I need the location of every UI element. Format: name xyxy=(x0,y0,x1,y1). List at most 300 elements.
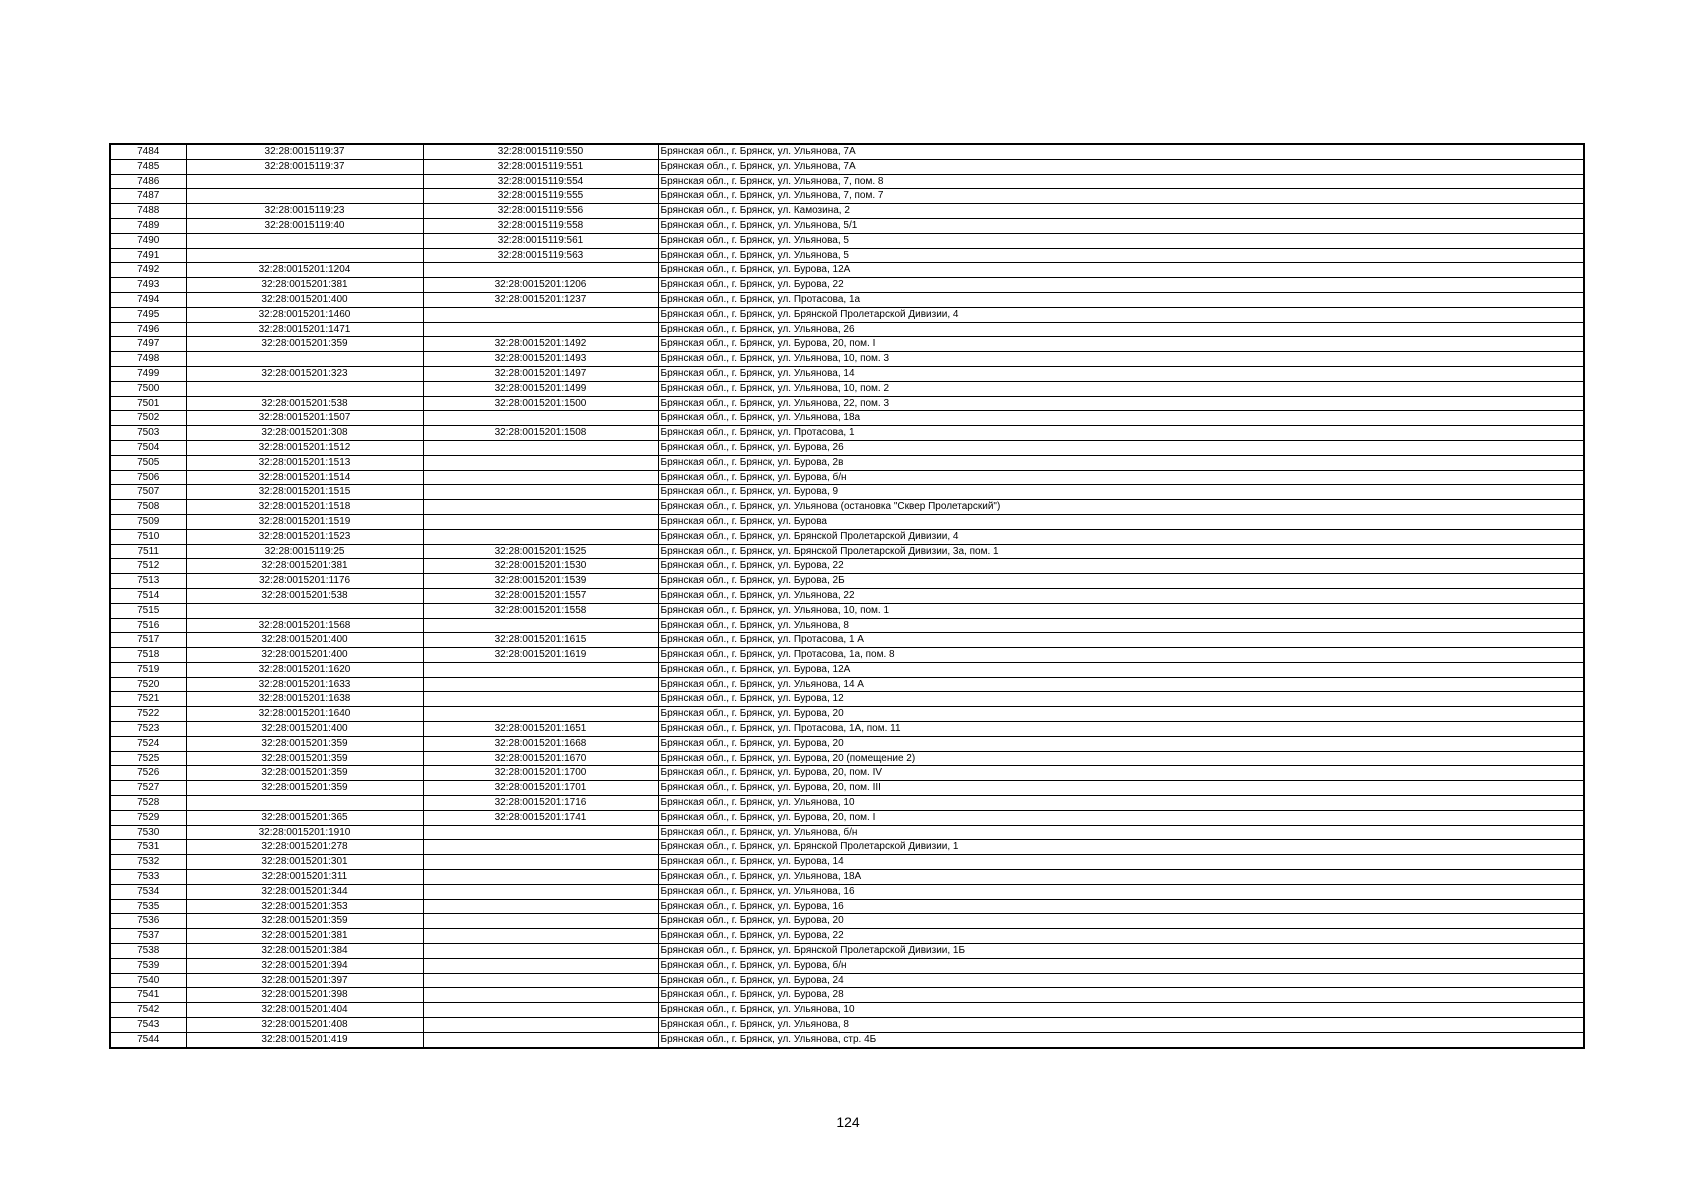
object-cadastral-number-cell xyxy=(423,707,658,722)
row-number-cell: 7497 xyxy=(110,337,186,352)
object-cadastral-number-cell: 32:28:0015119:555 xyxy=(423,189,658,204)
object-cadastral-number-cell xyxy=(423,470,658,485)
row-number-cell: 7526 xyxy=(110,766,186,781)
row-number-cell: 7543 xyxy=(110,1018,186,1033)
object-cadastral-number-cell xyxy=(423,322,658,337)
parcel-cadastral-number-cell: 32:28:0015201:1515 xyxy=(186,485,423,500)
row-number-cell: 7515 xyxy=(110,603,186,618)
parcel-cadastral-number-cell: 32:28:0015201:359 xyxy=(186,337,423,352)
row-number-cell: 7499 xyxy=(110,366,186,381)
table-row xyxy=(110,633,1584,648)
object-cadastral-number-cell: 32:28:0015201:1508 xyxy=(423,426,658,441)
parcel-cadastral-number-cell: 32:28:0015201:1910 xyxy=(186,825,423,840)
row-number-cell: 7506 xyxy=(110,470,186,485)
row-number-cell: 7502 xyxy=(110,411,186,426)
table-row xyxy=(110,204,1584,219)
table-row xyxy=(110,307,1584,322)
parcel-cadastral-number-cell: 32:28:0015201:1518 xyxy=(186,500,423,515)
table-row xyxy=(110,559,1584,574)
row-number-cell: 7513 xyxy=(110,574,186,589)
table-row xyxy=(110,914,1584,929)
parcel-cadastral-number-cell: 32:28:0015201:359 xyxy=(186,914,423,929)
parcel-cadastral-number-cell xyxy=(186,796,423,811)
row-number-cell: 7495 xyxy=(110,307,186,322)
row-number-cell: 7500 xyxy=(110,381,186,396)
address-cell: Брянская обл., г. Брянск, ул. Бурова, 22 xyxy=(658,929,1584,944)
parcel-cadastral-number-cell: 32:28:0015201:1176 xyxy=(186,574,423,589)
parcel-cadastral-number-cell: 32:28:0015201:365 xyxy=(186,810,423,825)
address-cell: Брянская обл., г. Брянск, ул. Брянской Пролетарской Дивизии, 3а, пом. 1 xyxy=(658,544,1584,559)
row-number-cell: 7486 xyxy=(110,174,186,189)
table-row xyxy=(110,781,1584,796)
address-cell: Брянская обл., г. Брянск, ул. Бурова, 2в xyxy=(658,455,1584,470)
table-row xyxy=(110,870,1584,885)
parcel-cadastral-number-cell: 32:28:0015201:400 xyxy=(186,292,423,307)
object-cadastral-number-cell xyxy=(423,929,658,944)
object-cadastral-number-cell: 32:28:0015201:1741 xyxy=(423,810,658,825)
row-number-cell: 7490 xyxy=(110,233,186,248)
parcel-cadastral-number-cell: 32:28:0015201:1523 xyxy=(186,529,423,544)
parcel-cadastral-number-cell: 32:28:0015201:278 xyxy=(186,840,423,855)
address-cell: Брянская обл., г. Брянск, ул. Ульянова, 8 xyxy=(658,618,1584,633)
table-row xyxy=(110,411,1584,426)
row-number-cell: 7487 xyxy=(110,189,186,204)
object-cadastral-number-cell: 32:28:0015201:1700 xyxy=(423,766,658,781)
parcel-cadastral-number-cell: 32:28:0015201:1519 xyxy=(186,514,423,529)
row-number-cell: 7524 xyxy=(110,736,186,751)
table-row xyxy=(110,899,1584,914)
table-row xyxy=(110,396,1584,411)
parcel-cadastral-number-cell xyxy=(186,174,423,189)
address-cell: Брянская обл., г. Брянск, ул. Ульянова, 7А xyxy=(658,159,1584,174)
parcel-cadastral-number-cell: 32:28:0015119:37 xyxy=(186,159,423,174)
address-cell: Брянская обл., г. Брянск, ул. Ульянова, стр. 4Б xyxy=(658,1032,1584,1047)
address-cell: Брянская обл., г. Брянск, ул. Ульянова, 22 xyxy=(658,588,1584,603)
parcel-cadastral-number-cell: 32:28:0015201:538 xyxy=(186,588,423,603)
address-cell: Брянская обл., г. Брянск, ул. Брянской Пролетарской Дивизии, 4 xyxy=(658,307,1584,322)
address-cell: Брянская обл., г. Брянск, ул. Ульянова, 14 xyxy=(658,366,1584,381)
address-cell: Брянская обл., г. Брянск, ул. Ульянова, 16 xyxy=(658,884,1584,899)
object-cadastral-number-cell xyxy=(423,529,658,544)
row-number-cell: 7527 xyxy=(110,781,186,796)
address-cell: Брянская обл., г. Брянск, ул. Бурова, 20, пом. I xyxy=(658,337,1584,352)
table-row xyxy=(110,174,1584,189)
table-row xyxy=(110,825,1584,840)
table-row xyxy=(110,337,1584,352)
row-number-cell: 7544 xyxy=(110,1032,186,1047)
address-cell: Брянская обл., г. Брянск, ул. Ульянова (остановка "Сквер Пролетарский") xyxy=(658,500,1584,515)
object-cadastral-number-cell xyxy=(423,692,658,707)
table-row xyxy=(110,529,1584,544)
table-row xyxy=(110,929,1584,944)
object-cadastral-number-cell: 32:28:0015201:1206 xyxy=(423,278,658,293)
object-cadastral-number-cell xyxy=(423,455,658,470)
parcel-cadastral-number-cell: 32:28:0015201:400 xyxy=(186,722,423,737)
address-cell: Брянская обл., г. Брянск, ул. Ульянова, 10 xyxy=(658,1003,1584,1018)
address-cell: Брянская обл., г. Брянск, ул. Ульянова, 7А xyxy=(658,144,1584,159)
object-cadastral-number-cell xyxy=(423,514,658,529)
address-cell: Брянская обл., г. Брянск, ул. Бурова, 12 xyxy=(658,692,1584,707)
table-row xyxy=(110,692,1584,707)
table-body xyxy=(110,144,1584,1048)
object-cadastral-number-cell: 32:28:0015201:1668 xyxy=(423,736,658,751)
address-cell: Брянская обл., г. Брянск, ул. Бурова, б/н xyxy=(658,470,1584,485)
parcel-cadastral-number-cell: 32:28:0015201:381 xyxy=(186,559,423,574)
address-cell: Брянская обл., г. Брянск, ул. Бурова, 20, пом. IV xyxy=(658,766,1584,781)
parcel-cadastral-number-cell: 32:28:0015201:344 xyxy=(186,884,423,899)
row-number-cell: 7514 xyxy=(110,588,186,603)
address-cell: Брянская обл., г. Брянск, ул. Ульянова, 10 xyxy=(658,796,1584,811)
object-cadastral-number-cell xyxy=(423,618,658,633)
address-cell: Брянская обл., г. Брянск, ул. Ульянова, 8 xyxy=(658,1018,1584,1033)
row-number-cell: 7484 xyxy=(110,144,186,159)
address-cell: Брянская обл., г. Брянск, ул. Бурова, 12А xyxy=(658,662,1584,677)
table-row xyxy=(110,500,1584,515)
row-number-cell: 7503 xyxy=(110,426,186,441)
table-row xyxy=(110,278,1584,293)
parcel-cadastral-number-cell: 32:28:0015201:400 xyxy=(186,633,423,648)
table-row xyxy=(110,1018,1584,1033)
object-cadastral-number-cell: 32:28:0015201:1651 xyxy=(423,722,658,737)
row-number-cell: 7485 xyxy=(110,159,186,174)
object-cadastral-number-cell: 32:28:0015201:1557 xyxy=(423,588,658,603)
table-row xyxy=(110,426,1584,441)
row-number-cell: 7521 xyxy=(110,692,186,707)
table-row xyxy=(110,751,1584,766)
parcel-cadastral-number-cell: 32:28:0015201:1638 xyxy=(186,692,423,707)
object-cadastral-number-cell xyxy=(423,973,658,988)
address-cell: Брянская обл., г. Брянск, ул. Брянской Пролетарской Дивизии, 1Б xyxy=(658,944,1584,959)
object-cadastral-number-cell: 32:28:0015201:1525 xyxy=(423,544,658,559)
table-row xyxy=(110,144,1584,159)
object-cadastral-number-cell: 32:28:0015201:1615 xyxy=(423,633,658,648)
object-cadastral-number-cell: 32:28:0015119:550 xyxy=(423,144,658,159)
object-cadastral-number-cell: 32:28:0015119:558 xyxy=(423,218,658,233)
row-number-cell: 7511 xyxy=(110,544,186,559)
row-number-cell: 7493 xyxy=(110,278,186,293)
object-cadastral-number-cell xyxy=(423,440,658,455)
table-row xyxy=(110,233,1584,248)
table-row xyxy=(110,263,1584,278)
cadastral-table xyxy=(109,143,1585,1049)
object-cadastral-number-cell xyxy=(423,307,658,322)
row-number-cell: 7489 xyxy=(110,218,186,233)
table-row xyxy=(110,840,1584,855)
address-cell: Брянская обл., г. Брянск, ул. Протасова, 1а xyxy=(658,292,1584,307)
table-row xyxy=(110,1003,1584,1018)
parcel-cadastral-number-cell: 32:28:0015201:359 xyxy=(186,751,423,766)
address-cell: Брянская обл., г. Брянск, ул. Бурова, 20 xyxy=(658,736,1584,751)
table-row xyxy=(110,1032,1584,1047)
row-number-cell: 7519 xyxy=(110,662,186,677)
object-cadastral-number-cell: 32:28:0015201:1492 xyxy=(423,337,658,352)
address-cell: Брянская обл., г. Брянск, ул. Ульянова, 18А xyxy=(658,870,1584,885)
address-cell: Брянская обл., г. Брянск, ул. Бурова, 28 xyxy=(658,988,1584,1003)
parcel-cadastral-number-cell: 32:28:0015201:359 xyxy=(186,766,423,781)
object-cadastral-number-cell xyxy=(423,263,658,278)
object-cadastral-number-cell: 32:28:0015201:1670 xyxy=(423,751,658,766)
table-row xyxy=(110,677,1584,692)
object-cadastral-number-cell xyxy=(423,485,658,500)
address-cell: Брянская обл., г. Брянск, ул. Протасова, 1а, пом. 8 xyxy=(658,648,1584,663)
table-row xyxy=(110,366,1584,381)
table-row xyxy=(110,648,1584,663)
table-row xyxy=(110,944,1584,959)
row-number-cell: 7505 xyxy=(110,455,186,470)
object-cadastral-number-cell: 32:28:0015201:1493 xyxy=(423,352,658,367)
object-cadastral-number-cell: 32:28:0015201:1497 xyxy=(423,366,658,381)
address-cell: Брянская обл., г. Брянск, ул. Бурова, 9 xyxy=(658,485,1584,500)
table-row xyxy=(110,588,1584,603)
address-cell: Брянская обл., г. Брянск, ул. Камозина, 2 xyxy=(658,204,1584,219)
row-number-cell: 7491 xyxy=(110,248,186,263)
table-row xyxy=(110,603,1584,618)
parcel-cadastral-number-cell: 32:28:0015201:1460 xyxy=(186,307,423,322)
object-cadastral-number-cell xyxy=(423,662,658,677)
row-number-cell: 7501 xyxy=(110,396,186,411)
address-cell: Брянская обл., г. Брянск, ул. Ульянова, 14 А xyxy=(658,677,1584,692)
table-row xyxy=(110,455,1584,470)
object-cadastral-number-cell: 32:28:0015119:554 xyxy=(423,174,658,189)
row-number-cell: 7535 xyxy=(110,899,186,914)
table-row xyxy=(110,722,1584,737)
address-cell: Брянская обл., г. Брянск, ул. Ульянова, 7, пом. 8 xyxy=(658,174,1584,189)
parcel-cadastral-number-cell: 32:28:0015201:1640 xyxy=(186,707,423,722)
address-cell: Брянская обл., г. Брянск, ул. Ульянова, 5/1 xyxy=(658,218,1584,233)
object-cadastral-number-cell xyxy=(423,500,658,515)
address-cell: Брянская обл., г. Брянск, ул. Ульянова, 10, пом. 3 xyxy=(658,352,1584,367)
address-cell: Брянская обл., г. Брянск, ул. Ульянова, 7, пом. 7 xyxy=(658,189,1584,204)
address-cell: Брянская обл., г. Брянск, ул. Ульянова, 5 xyxy=(658,233,1584,248)
row-number-cell: 7508 xyxy=(110,500,186,515)
parcel-cadastral-number-cell: 32:28:0015201:398 xyxy=(186,988,423,1003)
object-cadastral-number-cell: 32:28:0015119:551 xyxy=(423,159,658,174)
table-row xyxy=(110,973,1584,988)
object-cadastral-number-cell xyxy=(423,677,658,692)
parcel-cadastral-number-cell: 32:28:0015201:1513 xyxy=(186,455,423,470)
row-number-cell: 7512 xyxy=(110,559,186,574)
row-number-cell: 7525 xyxy=(110,751,186,766)
row-number-cell: 7518 xyxy=(110,648,186,663)
address-cell: Брянская обл., г. Брянск, ул. Протасова, 1А, пом. 11 xyxy=(658,722,1584,737)
table-row xyxy=(110,736,1584,751)
row-number-cell: 7494 xyxy=(110,292,186,307)
row-number-cell: 7488 xyxy=(110,204,186,219)
object-cadastral-number-cell: 32:28:0015201:1499 xyxy=(423,381,658,396)
row-number-cell: 7492 xyxy=(110,263,186,278)
parcel-cadastral-number-cell: 32:28:0015119:25 xyxy=(186,544,423,559)
table-row xyxy=(110,470,1584,485)
object-cadastral-number-cell xyxy=(423,958,658,973)
object-cadastral-number-cell xyxy=(423,870,658,885)
row-number-cell: 7520 xyxy=(110,677,186,692)
object-cadastral-number-cell: 32:28:0015119:561 xyxy=(423,233,658,248)
row-number-cell: 7504 xyxy=(110,440,186,455)
object-cadastral-number-cell xyxy=(423,411,658,426)
table-row xyxy=(110,248,1584,263)
object-cadastral-number-cell: 32:28:0015119:563 xyxy=(423,248,658,263)
object-cadastral-number-cell xyxy=(423,1003,658,1018)
parcel-cadastral-number-cell: 32:28:0015201:301 xyxy=(186,855,423,870)
object-cadastral-number-cell: 32:28:0015119:556 xyxy=(423,204,658,219)
address-cell: Брянская обл., г. Брянск, ул. Бурова, 24 xyxy=(658,973,1584,988)
address-cell: Брянская обл., г. Брянск, ул. Бурова, 26 xyxy=(658,440,1584,455)
parcel-cadastral-number-cell: 32:28:0015201:1514 xyxy=(186,470,423,485)
address-cell: Брянская обл., г. Брянск, ул. Бурова, 20, пом. I xyxy=(658,810,1584,825)
address-cell: Брянская обл., г. Брянск, ул. Бурова, 20 xyxy=(658,914,1584,929)
row-number-cell: 7541 xyxy=(110,988,186,1003)
parcel-cadastral-number-cell xyxy=(186,352,423,367)
address-cell: Брянская обл., г. Брянск, ул. Протасова, 1 xyxy=(658,426,1584,441)
address-cell: Брянская обл., г. Брянск, ул. Бурова, б/н xyxy=(658,958,1584,973)
address-cell: Брянская обл., г. Брянск, ул. Ульянова, 26 xyxy=(658,322,1584,337)
object-cadastral-number-cell xyxy=(423,884,658,899)
row-number-cell: 7509 xyxy=(110,514,186,529)
row-number-cell: 7517 xyxy=(110,633,186,648)
parcel-cadastral-number-cell: 32:28:0015201:400 xyxy=(186,648,423,663)
table-row xyxy=(110,796,1584,811)
address-cell: Брянская обл., г. Брянск, ул. Бурова xyxy=(658,514,1584,529)
address-cell: Брянская обл., г. Брянск, ул. Протасова, 1 А xyxy=(658,633,1584,648)
row-number-cell: 7538 xyxy=(110,944,186,959)
parcel-cadastral-number-cell: 32:28:0015201:359 xyxy=(186,736,423,751)
row-number-cell: 7539 xyxy=(110,958,186,973)
object-cadastral-number-cell: 32:28:0015201:1500 xyxy=(423,396,658,411)
parcel-cadastral-number-cell xyxy=(186,233,423,248)
object-cadastral-number-cell xyxy=(423,944,658,959)
row-number-cell: 7498 xyxy=(110,352,186,367)
parcel-cadastral-number-cell: 32:28:0015201:384 xyxy=(186,944,423,959)
object-cadastral-number-cell xyxy=(423,1018,658,1033)
table-row xyxy=(110,884,1584,899)
table-row xyxy=(110,662,1584,677)
page-number: 124 xyxy=(836,1114,860,1130)
parcel-cadastral-number-cell: 32:28:0015201:381 xyxy=(186,929,423,944)
parcel-cadastral-number-cell: 32:28:0015201:394 xyxy=(186,958,423,973)
address-cell: Брянская обл., г. Брянск, ул. Ульянова, 18а xyxy=(658,411,1584,426)
address-cell: Брянская обл., г. Брянск, ул. Бурова, 20 (помещение 2) xyxy=(658,751,1584,766)
object-cadastral-number-cell xyxy=(423,1032,658,1047)
table-row xyxy=(110,618,1584,633)
parcel-cadastral-number-cell: 32:28:0015201:538 xyxy=(186,396,423,411)
parcel-cadastral-number-cell: 32:28:0015201:419 xyxy=(186,1032,423,1047)
table-row xyxy=(110,218,1584,233)
address-cell: Брянская обл., г. Брянск, ул. Ульянова, 5 xyxy=(658,248,1584,263)
parcel-cadastral-number-cell: 32:28:0015119:37 xyxy=(186,144,423,159)
parcel-cadastral-number-cell: 32:28:0015201:1204 xyxy=(186,263,423,278)
row-number-cell: 7510 xyxy=(110,529,186,544)
parcel-cadastral-number-cell: 32:28:0015201:1471 xyxy=(186,322,423,337)
table-row xyxy=(110,544,1584,559)
address-cell: Брянская обл., г. Брянск, ул. Ульянова, 10, пом. 2 xyxy=(658,381,1584,396)
parcel-cadastral-number-cell xyxy=(186,381,423,396)
row-number-cell: 7531 xyxy=(110,840,186,855)
parcel-cadastral-number-cell: 32:28:0015201:359 xyxy=(186,781,423,796)
row-number-cell: 7533 xyxy=(110,870,186,885)
address-cell: Брянская обл., г. Брянск, ул. Бурова, 2Б xyxy=(658,574,1584,589)
object-cadastral-number-cell: 32:28:0015201:1558 xyxy=(423,603,658,618)
row-number-cell: 7522 xyxy=(110,707,186,722)
object-cadastral-number-cell: 32:28:0015201:1530 xyxy=(423,559,658,574)
row-number-cell: 7516 xyxy=(110,618,186,633)
parcel-cadastral-number-cell xyxy=(186,248,423,263)
row-number-cell: 7528 xyxy=(110,796,186,811)
address-cell: Брянская обл., г. Брянск, ул. Брянской Пролетарской Дивизии, 1 xyxy=(658,840,1584,855)
table-row xyxy=(110,514,1584,529)
table-row xyxy=(110,322,1584,337)
object-cadastral-number-cell xyxy=(423,899,658,914)
address-cell: Брянская обл., г. Брянск, ул. Бурова, 20 xyxy=(658,707,1584,722)
parcel-cadastral-number-cell: 32:28:0015201:353 xyxy=(186,899,423,914)
address-cell: Брянская обл., г. Брянск, ул. Бурова, 20, пом. III xyxy=(658,781,1584,796)
parcel-cadastral-number-cell: 32:28:0015201:1512 xyxy=(186,440,423,455)
table-row xyxy=(110,189,1584,204)
parcel-cadastral-number-cell: 32:28:0015119:23 xyxy=(186,204,423,219)
address-cell: Брянская обл., г. Брянск, ул. Ульянова, 10, пом. 1 xyxy=(658,603,1584,618)
parcel-cadastral-number-cell: 32:28:0015201:1568 xyxy=(186,618,423,633)
parcel-cadastral-number-cell: 32:28:0015201:323 xyxy=(186,366,423,381)
object-cadastral-number-cell: 32:28:0015201:1619 xyxy=(423,648,658,663)
parcel-cadastral-number-cell: 32:28:0015201:404 xyxy=(186,1003,423,1018)
object-cadastral-number-cell: 32:28:0015201:1539 xyxy=(423,574,658,589)
object-cadastral-number-cell: 32:28:0015201:1237 xyxy=(423,292,658,307)
parcel-cadastral-number-cell: 32:28:0015119:40 xyxy=(186,218,423,233)
address-cell: Брянская обл., г. Брянск, ул. Ульянова, б/н xyxy=(658,825,1584,840)
address-cell: Брянская обл., г. Брянск, ул. Бурова, 16 xyxy=(658,899,1584,914)
row-number-cell: 7532 xyxy=(110,855,186,870)
table-row xyxy=(110,440,1584,455)
table-row xyxy=(110,485,1584,500)
object-cadastral-number-cell: 32:28:0015201:1716 xyxy=(423,796,658,811)
parcel-cadastral-number-cell: 32:28:0015201:308 xyxy=(186,426,423,441)
row-number-cell: 7542 xyxy=(110,1003,186,1018)
row-number-cell: 7540 xyxy=(110,973,186,988)
parcel-cadastral-number-cell: 32:28:0015201:408 xyxy=(186,1018,423,1033)
address-cell: Брянская обл., г. Брянск, ул. Бурова, 14 xyxy=(658,855,1584,870)
object-cadastral-number-cell xyxy=(423,825,658,840)
table-row xyxy=(110,381,1584,396)
table-row xyxy=(110,810,1584,825)
table-row xyxy=(110,707,1584,722)
parcel-cadastral-number-cell: 32:28:0015201:311 xyxy=(186,870,423,885)
row-number-cell: 7529 xyxy=(110,810,186,825)
row-number-cell: 7496 xyxy=(110,322,186,337)
address-cell: Брянская обл., г. Брянск, ул. Бурова, 22 xyxy=(658,278,1584,293)
parcel-cadastral-number-cell xyxy=(186,189,423,204)
table-row xyxy=(110,292,1584,307)
table-row xyxy=(110,574,1584,589)
table-row xyxy=(110,159,1584,174)
parcel-cadastral-number-cell: 32:28:0015201:381 xyxy=(186,278,423,293)
row-number-cell: 7523 xyxy=(110,722,186,737)
address-cell: Брянская обл., г. Брянск, ул. Ульянова, 22, пом. 3 xyxy=(658,396,1584,411)
address-cell: Брянская обл., г. Брянск, ул. Бурова, 22 xyxy=(658,559,1584,574)
address-cell: Брянская обл., г. Брянск, ул. Брянской Пролетарской Дивизии, 4 xyxy=(658,529,1584,544)
row-number-cell: 7537 xyxy=(110,929,186,944)
object-cadastral-number-cell: 32:28:0015201:1701 xyxy=(423,781,658,796)
table-row xyxy=(110,855,1584,870)
row-number-cell: 7530 xyxy=(110,825,186,840)
parcel-cadastral-number-cell: 32:28:0015201:1507 xyxy=(186,411,423,426)
object-cadastral-number-cell xyxy=(423,988,658,1003)
parcel-cadastral-number-cell xyxy=(186,603,423,618)
table-row xyxy=(110,766,1584,781)
table-row xyxy=(110,988,1584,1003)
object-cadastral-number-cell xyxy=(423,914,658,929)
parcel-cadastral-number-cell: 32:28:0015201:397 xyxy=(186,973,423,988)
row-number-cell: 7534 xyxy=(110,884,186,899)
row-number-cell: 7536 xyxy=(110,914,186,929)
